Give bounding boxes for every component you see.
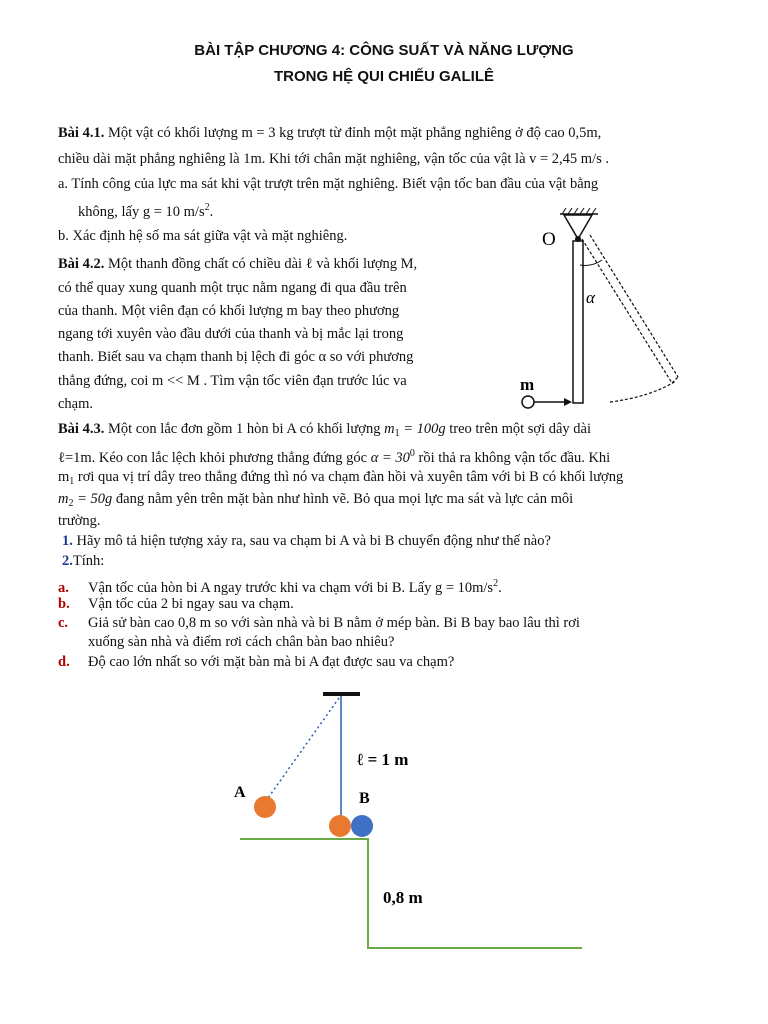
item-d-key: d.: [58, 654, 70, 670]
bai43-line1: [58, 418, 591, 445]
m2-symbol: m: [58, 491, 69, 507]
alpha-sup: 0: [409, 448, 415, 459]
bai43-text2b: rồi thả ra không vận tốc đầu. Khi: [418, 450, 611, 466]
bai42-line3: của thanh. Một viên đạn có khối lượng m bay theo phương: [58, 303, 400, 319]
bai42-line5: thanh. Biết sau va chạm thanh bị lệch đi góc α so với phương: [58, 349, 414, 365]
bai43-line5: trường.: [58, 513, 101, 529]
m2-sub: 2: [68, 498, 74, 509]
label-m: m: [520, 375, 535, 394]
pivot-support: [564, 215, 592, 239]
bai43-label: Bài 4.3.: [58, 421, 105, 437]
bai42-text1: Một thanh đồng chất có chiều dài ℓ và khối lượng M,: [107, 256, 418, 272]
bai43-line4: [58, 488, 573, 515]
ball-B: [351, 815, 373, 837]
pendulum-figure: [220, 680, 600, 960]
bullet-arrow-head: [564, 398, 572, 406]
bai43-q1: [62, 530, 551, 552]
q2-text: Tính:: [72, 553, 105, 569]
item-a-end: .: [498, 580, 502, 596]
m1-inline: m: [58, 469, 70, 485]
ball-A-raised: [254, 796, 276, 818]
bai42-line7: chạm.: [58, 396, 94, 412]
ball-A: [329, 815, 351, 837]
bai41-b: b. Xác định hệ số ma sát giữa vật và mặt nghiêng.: [58, 228, 348, 244]
bai41-a2-end: .: [209, 204, 214, 220]
bai43-text1: Một con lắc đơn gồm 1 hòn bi A có khối lượng: [107, 421, 381, 437]
item-a-sup: 2: [493, 578, 499, 589]
q1-text: Hãy mô tả hiện tượng xảy ra, sau va chạm bi A và bi B chuyển động như thế nào?: [72, 533, 551, 549]
item-c-cont: xuống sàn nhà và điểm rơi cách chân bàn bao nhiêu?: [88, 634, 395, 650]
label-height: 0,8 m: [383, 888, 423, 907]
bai41-line2: chiều dài mặt phẳng nghiêng là 1m. Khi tới chân mặt nghiêng, vận tốc của vật là v = 2,45 m/s .: [58, 151, 610, 167]
bai42-line1: [58, 253, 417, 275]
item-a-text: Vận tốc của hòn bi A ngay trước khi va chạm với bi B. Lấy g = 10m/s: [88, 580, 494, 596]
item-d: [58, 651, 454, 673]
q1-number: 1.: [62, 533, 73, 549]
rod-figure: [510, 205, 690, 415]
bai42-line2: có thể quay xung quanh một trục nằm ngang đi qua đầu trên: [58, 280, 407, 296]
label-alpha: α: [586, 288, 595, 307]
m1-value: = 100g: [399, 421, 446, 437]
label-A: A: [234, 784, 246, 801]
deflected-rod: [582, 235, 678, 383]
item-d-text: Độ cao lớn nhất so với mặt bàn mà bi A đạt được sau va chạm?: [88, 654, 455, 670]
bai41-a2-sup: 2: [204, 202, 210, 213]
ceiling-hatch: [562, 208, 596, 214]
item-c-key: c.: [58, 615, 69, 631]
bai41-label: Bài 4.1.: [58, 125, 105, 141]
bai42-line6: thẳng đứng, coi m << M . Tìm vận tốc viên đạn trước lúc va: [58, 373, 407, 389]
m1-sub: 1: [394, 428, 400, 439]
bai41-a2: [78, 197, 213, 223]
label-length: ℓ = 1 m: [357, 750, 409, 769]
bai41-line1: [58, 122, 601, 144]
item-a-key: a.: [58, 580, 69, 596]
bai43-text2: ℓ=1m. Kéo con lắc lệch khỏi phương thẳng đứng góc: [58, 450, 368, 466]
m2-value: = 50g: [73, 491, 113, 507]
bullet: [522, 396, 534, 408]
bai41-a1: a. Tính công của lực ma sát khi vật trượt trên mặt nghiêng. Biết vận tốc ban đầu của vật bằng: [58, 176, 599, 192]
bai42-line4: ngang tới xuyên vào đầu dưới của thanh và bị mắc lại trong: [58, 326, 404, 342]
label-O: O: [542, 229, 556, 250]
bai43-text1b: treo trên một sợi dây dài: [449, 421, 591, 437]
m1-inline-sub: 1: [69, 476, 75, 487]
bai43-q2: [62, 550, 104, 572]
page-subtitle: TRONG HỆ QUI CHIẾU GALILÊ: [273, 68, 494, 85]
q2-number: 2.: [62, 553, 73, 569]
label-B: B: [359, 790, 370, 807]
bai42-label: Bài 4.2.: [58, 256, 105, 272]
bai41-a2-text: không, lấy g = 10 m/s: [78, 204, 205, 220]
item-c-text: Giả sử bàn cao 0,8 m so với sàn nhà và bi B nằm ở mép bàn. Bi B bay bao lâu thì rơi: [88, 615, 580, 631]
item-b-text: Vận tốc của 2 bi ngay sau va chạm.: [88, 596, 294, 612]
bai43-text4: đang nằm yên trên mặt bàn như hình vẽ. Bỏ qua mọi lực ma sát và lực cản môi: [115, 491, 574, 507]
page-title: BÀI TẬP CHƯƠNG 4: CÔNG SUẤT VÀ NĂNG LƯỢNG: [194, 42, 574, 59]
bai41-text1: Một vật có khối lượng m = 3 kg trượt từ đỉnh một mặt phẳng nghiêng ở độ cao 0,5m,: [107, 125, 602, 141]
m1-symbol: m: [384, 421, 395, 437]
alpha-value: α = 30: [370, 450, 410, 466]
bai43-text3: rơi qua vị trí dây treo thẳng đứng thì nó va chạm đàn hồi và xuyên tâm với bi B có khối lượng: [74, 469, 624, 485]
string-deflected: [268, 698, 339, 798]
swing-arc: [610, 381, 676, 402]
item-b-key: b.: [58, 596, 70, 612]
